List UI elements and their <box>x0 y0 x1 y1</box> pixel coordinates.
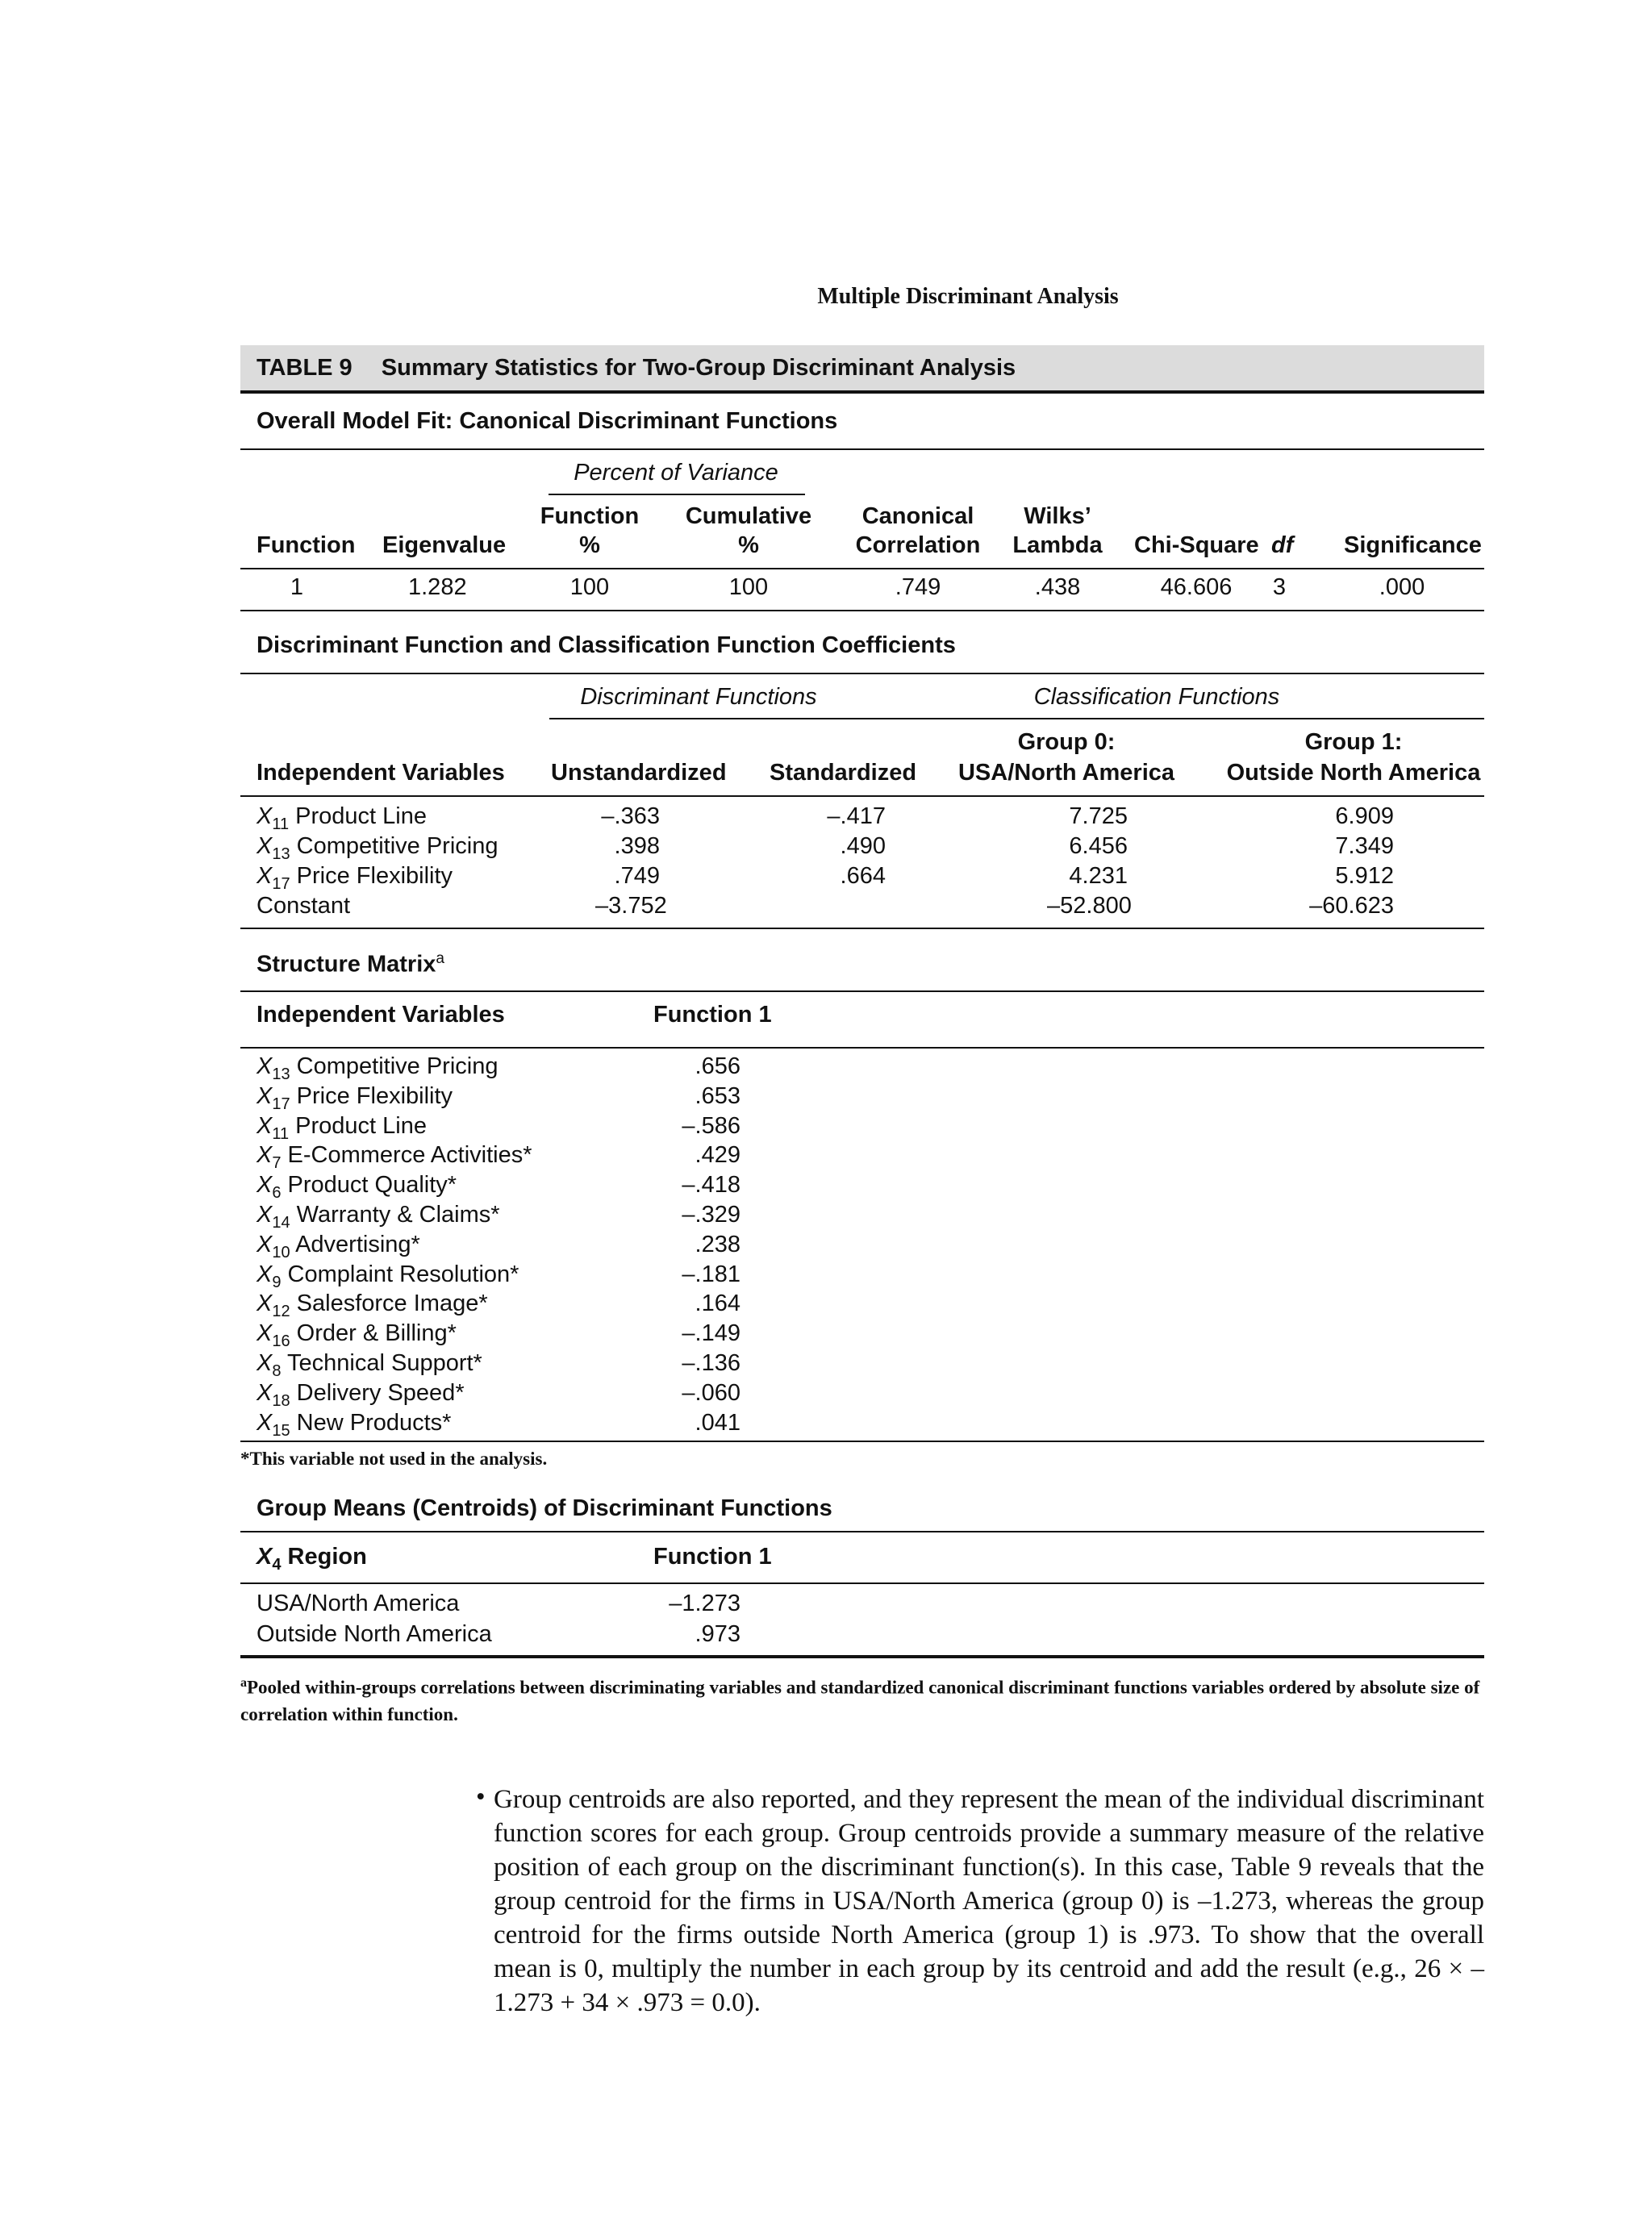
variable-subscript: 17 <box>272 875 290 893</box>
fit-header-lambda: Lambda <box>1012 532 1103 558</box>
coef-header-group0-label: USA/North America <box>957 760 1175 786</box>
rule <box>240 1441 1484 1442</box>
variable-name: E-Commerce Activities* <box>287 1142 532 1169</box>
variable-x: X <box>257 1544 273 1570</box>
variable-subscript: 8 <box>272 1362 282 1380</box>
structure-variable-label <box>257 1172 457 1203</box>
variable-x: X <box>257 1350 273 1376</box>
structure-variable-label <box>257 1350 482 1380</box>
structure-value: –.149 <box>682 1320 740 1347</box>
variable-name: Technical Support* <box>287 1350 482 1376</box>
fit-header-chi-square: Chi-Square <box>1134 532 1259 558</box>
variable-name: Salesforce Image* <box>296 1291 488 1317</box>
structure-value: .238 <box>695 1231 740 1257</box>
variable-name: Price Flexibility <box>296 863 453 889</box>
centroid-group-name: USA/North America <box>257 1591 460 1616</box>
structure-variable-label <box>257 1053 499 1083</box>
variable-subscript: 16 <box>272 1332 290 1351</box>
variable-x: X <box>257 1320 273 1347</box>
variable-x: X <box>257 863 273 889</box>
coef-unstandardized-value: –3.752 <box>595 893 667 919</box>
coef-header-group0: Group 0: <box>1017 729 1116 755</box>
fit-header-function: Function <box>257 532 356 558</box>
fit-header-significance: Significance <box>1344 532 1482 558</box>
structure-title-text: Structure Matrix <box>257 951 436 978</box>
region-label: Region <box>287 1544 367 1570</box>
variable-x: X <box>257 1172 273 1199</box>
fit-section-title: Overall Model Fit: Canonical Discriminant Functions <box>257 408 838 434</box>
variable-subscript: 10 <box>272 1243 290 1261</box>
coef-section-title: Discriminant Function and Classification Function Coefficients <box>257 632 956 658</box>
structure-value: .164 <box>695 1291 740 1317</box>
body-paragraph: Group centroids are also reported, and they represent the mean of the individual discriminant function scores for each group. Group centroids provide a summary measure of the relative position of each group on the discriminant function(s). In this case, Table 9 reveals that the group centroid for the firms in USA/North America (group 0) is –1.273, whereas the group centroid for the firms outside North America (group 1) is .973. To show that the overall mean is 0, multiply the number in each group by its centroid and add the result (e.g., 26 × –1.273 + 34 × .973 = 0.0). <box>494 1785 1484 2017</box>
centroids-section-title: Group Means (Centroids) of Discriminant Functions <box>257 1495 832 1521</box>
coef-group1-value: –60.623 <box>1309 893 1394 919</box>
fit-header-function-pct: Function <box>540 503 640 529</box>
variable-x: X <box>257 1053 273 1079</box>
running-head: Multiple Discriminant Analysis <box>817 284 1119 309</box>
variable-name: Constant <box>257 893 351 919</box>
coef-header-unstandardized: Unstandardized <box>551 760 727 786</box>
fit-header-wilks: Wilks’ <box>1024 503 1091 529</box>
variable-subscript: 9 <box>272 1273 282 1291</box>
variable-subscript: 14 <box>272 1214 290 1232</box>
variable-subscript: 13 <box>272 845 290 863</box>
structure-variable-label <box>257 1291 488 1321</box>
coef-group0-value: 7.725 <box>1069 803 1128 829</box>
coef-header-iv: Independent Variables <box>257 760 505 786</box>
footnote-text: Pooled within-groups correlations between discriminating variables and standardized canonical discriminant functions variables ordered by absolute size of correlation within function. <box>240 1677 1480 1724</box>
fit-function-value: 1 <box>290 574 304 600</box>
variable-x: X <box>257 1379 273 1406</box>
variable-x: X <box>257 1291 273 1317</box>
variable-name: Complaint Resolution* <box>287 1261 519 1287</box>
rule <box>240 1582 1484 1584</box>
variable-subscript: 18 <box>272 1391 290 1410</box>
fit-header-eigenvalue: Eigenvalue <box>382 532 507 558</box>
coef-group1-value: 7.349 <box>1335 833 1394 859</box>
structure-value: –.181 <box>682 1261 740 1287</box>
structure-value: –.329 <box>682 1202 740 1228</box>
variable-name: New Products* <box>296 1409 452 1436</box>
structure-value: .653 <box>695 1082 740 1109</box>
rule <box>240 1531 1484 1532</box>
variable-x: X <box>257 1082 273 1109</box>
structure-variable-label <box>257 1082 453 1113</box>
variable-name: Delivery Speed* <box>296 1379 465 1406</box>
structure-variable-label <box>257 1379 465 1410</box>
rule <box>240 1655 1484 1658</box>
coef-unstandardized-value: .749 <box>614 863 660 889</box>
variable-name: Advertising* <box>295 1231 420 1257</box>
fit-canonical-value: .749 <box>895 574 941 600</box>
fit-chi-value: 46.606 <box>1160 574 1233 600</box>
variable-subscript: 13 <box>272 1065 290 1083</box>
structure-variable-label <box>257 1409 452 1440</box>
variable-x: X <box>257 803 273 829</box>
structure-header-iv: Independent Variables <box>257 1002 505 1028</box>
centroids-header-region <box>257 1544 367 1574</box>
fit-df-value: 3 <box>1272 574 1287 600</box>
rule <box>955 718 1484 719</box>
rule <box>240 673 1484 674</box>
coef-variable-label <box>257 863 453 893</box>
coef-group0-value: –52.800 <box>1047 893 1132 919</box>
footnote-mark: a <box>240 1676 247 1690</box>
variable-name: Competitive Pricing <box>296 833 499 859</box>
rule <box>240 928 1484 929</box>
centroid-value: –1.273 <box>669 1591 740 1616</box>
rule <box>240 568 1484 569</box>
variable-subscript: 12 <box>272 1303 290 1321</box>
structure-variable-label <box>257 1202 500 1232</box>
rule <box>240 610 1484 611</box>
variable-subscript: 15 <box>272 1421 290 1440</box>
fit-header-df: df <box>1271 532 1294 558</box>
coef-variable-label <box>257 833 499 863</box>
coef-unstandardized-value: .398 <box>614 833 660 859</box>
fit-header-cumulative-unit: % <box>738 532 759 558</box>
fit-header-cumulative: Cumulative <box>685 503 812 529</box>
variable-subscript: 17 <box>272 1095 290 1113</box>
structure-footnote-mark: a <box>436 950 444 967</box>
centroid-group-name: Outside North America <box>257 1621 492 1647</box>
structure-value: .041 <box>695 1409 740 1436</box>
fit-header-function-pct-unit: % <box>579 532 600 558</box>
structure-variable-label <box>257 1231 420 1261</box>
rule <box>240 1047 1484 1049</box>
centroid-value: .973 <box>695 1621 740 1647</box>
fit-header-correlation: Correlation <box>855 532 981 558</box>
structure-section-title <box>240 950 444 978</box>
structure-note: *This variable not used in the analysis. <box>240 1449 548 1469</box>
structure-variable-label <box>257 1261 519 1291</box>
coef-variable-label <box>257 893 350 919</box>
variable-x: X <box>257 1202 273 1228</box>
rule <box>240 448 1484 450</box>
variable-subscript: 11 <box>272 1124 290 1143</box>
table-title: Summary Statistics for Two-Group Discriminant Analysis <box>381 355 1016 381</box>
variable-name: Price Flexibility <box>296 1082 453 1109</box>
fit-significance-value: .000 <box>1379 574 1425 600</box>
variable-name: Competitive Pricing <box>296 1053 499 1079</box>
structure-value: .429 <box>695 1142 740 1169</box>
coef-standardized-value: .664 <box>840 863 886 889</box>
coef-header-standardized: Standardized <box>770 760 917 786</box>
variable-subscript: 11 <box>272 815 290 833</box>
structure-value: –.136 <box>682 1350 740 1376</box>
fit-eigenvalue-value: 1.282 <box>408 574 467 600</box>
percent-variance-header: Percent of Variance <box>574 460 778 486</box>
variable-x: X <box>257 1231 273 1257</box>
structure-variable-label <box>257 1112 427 1143</box>
rule <box>240 990 1484 992</box>
classification-functions-header: Classification Functions <box>1033 684 1280 710</box>
fit-wilks-value: .438 <box>1034 574 1081 600</box>
coef-header-group1-label: Outside North America <box>1226 760 1481 786</box>
variable-x: X <box>257 833 273 859</box>
variable-subscript: 7 <box>272 1154 282 1173</box>
coef-standardized-value: .490 <box>840 833 886 859</box>
variable-x: X <box>257 1261 273 1287</box>
variable-name: Order & Billing* <box>296 1320 457 1347</box>
rule <box>549 494 805 495</box>
variable-subscript: 6 <box>272 1184 282 1203</box>
fit-cumulative-pct-value: 100 <box>728 574 769 600</box>
bullet-icon: • <box>476 1783 486 1812</box>
fit-header-canonical: Canonical <box>861 503 974 529</box>
centroids-header-function1: Function 1 <box>653 1544 772 1570</box>
structure-value: .656 <box>695 1053 740 1079</box>
structure-value: –.418 <box>682 1172 740 1199</box>
coef-variable-label <box>257 803 427 833</box>
variable-name: Product Line <box>295 803 427 829</box>
coef-group1-value: 5.912 <box>1335 863 1394 889</box>
table-number: TABLE 9 <box>257 355 353 381</box>
coef-unstandardized-value: –.363 <box>601 803 660 829</box>
structure-variable-label <box>257 1142 532 1173</box>
variable-name: Warranty & Claims* <box>296 1202 500 1228</box>
variable-x: X <box>257 1409 273 1436</box>
coef-group1-value: 6.909 <box>1335 803 1394 829</box>
variable-x: X <box>257 1142 273 1169</box>
discriminant-functions-header: Discriminant Functions <box>580 684 817 710</box>
structure-value: –.060 <box>682 1379 740 1406</box>
variable-x: X <box>257 1112 273 1139</box>
structure-header-function1: Function 1 <box>653 1002 772 1028</box>
structure-value: –.586 <box>682 1112 740 1139</box>
variable-subscript: 4 <box>272 1556 282 1574</box>
coef-group0-value: 6.456 <box>1069 833 1128 859</box>
structure-variable-label <box>257 1320 457 1351</box>
rule <box>240 795 1484 797</box>
fit-function-pct-value: 100 <box>569 574 610 600</box>
variable-name: Product Quality* <box>287 1172 457 1199</box>
coef-header-group1: Group 1: <box>1304 729 1403 755</box>
variable-name: Product Line <box>295 1112 427 1139</box>
coef-standardized-value: –.417 <box>827 803 886 829</box>
coef-group0-value: 4.231 <box>1069 863 1128 889</box>
footnote <box>240 1670 1484 1728</box>
